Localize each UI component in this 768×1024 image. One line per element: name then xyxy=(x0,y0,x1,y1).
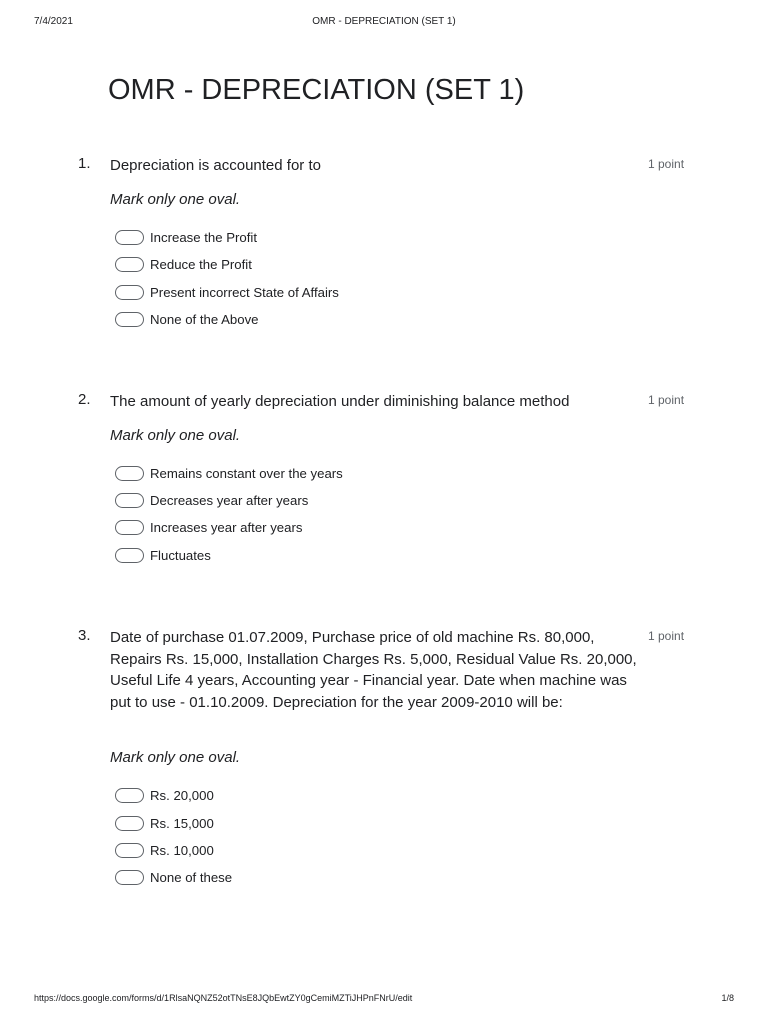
option-radio[interactable] xyxy=(115,518,302,536)
oval-icon[interactable] xyxy=(115,466,144,481)
option-label: Increases year after years xyxy=(150,519,303,535)
question-number: 2. xyxy=(78,391,91,408)
oval-icon[interactable] xyxy=(115,312,144,327)
instruction: Mark only one oval. xyxy=(110,749,241,766)
option-radio[interactable] xyxy=(115,283,339,301)
option-radio[interactable] xyxy=(115,546,211,564)
option-label: Rs. 20,000 xyxy=(150,787,214,803)
option-label: Fluctuates xyxy=(150,547,211,563)
option-label: Present incorrect State of Affairs xyxy=(150,284,339,300)
points-label: 1 point xyxy=(648,629,685,643)
question-text: The amount of yearly depreciation under diminishing balance method xyxy=(110,393,570,410)
oval-icon[interactable] xyxy=(115,257,144,272)
oval-icon[interactable] xyxy=(115,230,144,245)
print-doc-title: OMR - DEPRECIATION (SET 1) xyxy=(312,16,456,27)
option-label: Increase the Profit xyxy=(150,229,258,245)
points-label: 1 point xyxy=(648,157,685,171)
oval-icon[interactable] xyxy=(115,788,144,803)
option-radio[interactable] xyxy=(115,310,259,328)
option-radio[interactable] xyxy=(115,841,214,859)
option-radio[interactable] xyxy=(115,228,257,246)
option-label: Reduce the Profit xyxy=(150,256,252,272)
oval-icon[interactable] xyxy=(115,285,144,300)
oval-icon[interactable] xyxy=(115,493,144,508)
oval-icon[interactable] xyxy=(115,816,144,831)
option-radio[interactable] xyxy=(115,464,343,482)
print-header xyxy=(0,16,768,30)
option-radio[interactable] xyxy=(115,786,214,804)
option-radio[interactable] xyxy=(115,255,252,273)
option-label: None of the Above xyxy=(150,311,259,327)
form-title: OMR - DEPRECIATION (SET 1) xyxy=(108,74,525,106)
question-number: 3. xyxy=(78,627,91,644)
print-date: 7/4/2021 xyxy=(34,16,73,27)
page-url: https://docs.google.com/forms/d/1RlsaNQNZ52otTNsE8JQbEwtZY0gCemiMZTiJHPnFNrU/edit xyxy=(34,993,413,1003)
option-label: Remains constant over the years xyxy=(150,465,343,481)
option-label: Rs. 10,000 xyxy=(150,842,214,858)
option-label: Rs. 15,000 xyxy=(150,815,214,831)
option-radio[interactable] xyxy=(115,868,232,886)
oval-icon[interactable] xyxy=(115,548,144,563)
instruction: Mark only one oval. xyxy=(110,427,241,444)
page-number: 1/8 xyxy=(721,993,734,1003)
question-number: 1. xyxy=(78,155,91,172)
oval-icon[interactable] xyxy=(115,870,144,885)
oval-icon[interactable] xyxy=(115,843,144,858)
print-footer xyxy=(0,993,768,1007)
question-text: Date of purchase 01.07.2009, Purchase price of old machine Rs. 80,000, Repairs Rs. 15,000, Installation Charges Rs. 5,000, Residual Value Rs. 20,000, Useful Life 4 years, Accounting year - Financial year. Date when machine was put to use - 01.10.2009. Depreciation for the year 2009-2010 will be: xyxy=(110,629,637,711)
instruction: Mark only one oval. xyxy=(110,191,241,208)
option-radio[interactable] xyxy=(115,491,308,509)
option-radio[interactable] xyxy=(115,814,214,832)
question-text: Depreciation is accounted for to xyxy=(110,157,321,174)
option-label: None of these xyxy=(150,869,233,885)
points-label: 1 point xyxy=(648,393,685,407)
oval-icon[interactable] xyxy=(115,520,144,535)
option-label: Decreases year after years xyxy=(150,492,309,508)
